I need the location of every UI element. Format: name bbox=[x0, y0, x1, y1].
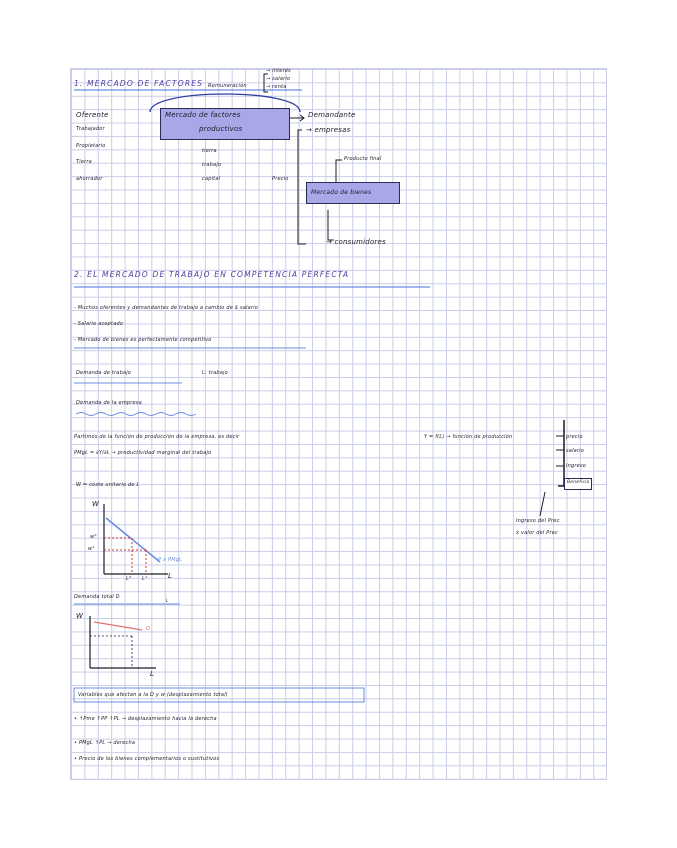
graph1-x-label: L bbox=[168, 572, 173, 580]
demanda-total: Demanda total D bbox=[74, 594, 120, 600]
side-note: x valor del Prec bbox=[516, 530, 558, 536]
rem-item: → renta bbox=[266, 84, 287, 90]
demanda-total-sub: L bbox=[166, 598, 169, 603]
graph1-w1: w¹ bbox=[88, 546, 95, 552]
demanda-trabajo: Demanda de trabajo bbox=[76, 370, 132, 376]
offer-item: Trabajador bbox=[76, 126, 105, 132]
demanda-empresa: Demanda de la empresa bbox=[76, 400, 142, 406]
bullet-item: - Salario aceptado bbox=[74, 321, 124, 327]
factor-item: tierra bbox=[202, 148, 217, 154]
offer-title: Oferente bbox=[76, 111, 109, 119]
beneficio-box bbox=[564, 478, 592, 490]
side-item: precio bbox=[566, 434, 583, 440]
factor-market-box bbox=[160, 108, 290, 140]
producto-final-label: Producto final bbox=[344, 156, 382, 162]
side-item: Ingreso bbox=[566, 463, 587, 469]
bullet-item: - Mercado de bienes es perfectamente competitivo bbox=[74, 337, 212, 343]
precio-label: Precio bbox=[272, 176, 289, 182]
graph1-curve-label: P x PMgL bbox=[158, 557, 183, 563]
goods-market-box bbox=[306, 182, 400, 204]
offer-item: Propietario bbox=[76, 143, 106, 149]
factor-item: trabajo bbox=[202, 162, 222, 168]
goods-box-label: Mercado de bienes bbox=[311, 189, 372, 196]
bullet-item: - Muchos oferentes y demandantes de trabajo a cambio de $ salario bbox=[74, 305, 258, 311]
offer-item: Tierra bbox=[76, 159, 92, 165]
side-note: Ingreso del Prec bbox=[516, 518, 560, 524]
section1-title: 1. MERCADO DE FACTORES bbox=[74, 79, 204, 88]
rem-item: → salario bbox=[266, 76, 291, 82]
empresas-label: → empresas bbox=[306, 126, 351, 134]
market-box-line: Mercado de factores bbox=[165, 111, 241, 119]
graph2-y-label: W bbox=[76, 612, 84, 620]
side-item: salario bbox=[566, 448, 585, 454]
var-item: • ↑Pme ↑PP ↑PL → desplazamiento hacia la derecha bbox=[74, 716, 217, 722]
beneficio-label: Beneficio bbox=[567, 480, 590, 485]
consumidores-label: → consumidores bbox=[326, 238, 386, 246]
graph1-l0: L° bbox=[126, 576, 132, 582]
demand-title: Demandante bbox=[308, 111, 356, 119]
w-definition: W = coste unitario de L bbox=[76, 482, 140, 488]
var-item: • PMgL ↑PL → derecha bbox=[74, 740, 136, 746]
pmgl-text: PMgL = ∂Y/∂L → productividad marginal del trabajo bbox=[74, 450, 212, 456]
partimos-text: Partimos de la función de producción de la empresa, es decir bbox=[74, 434, 240, 440]
graph1-y-label: W bbox=[92, 500, 100, 508]
section2-title: 2. EL MERCADO DE TRABAJO EN COMPETENCIA PERFECTA bbox=[74, 270, 350, 279]
market-box-line: productivos bbox=[199, 125, 243, 133]
factor-item: capital bbox=[202, 176, 221, 182]
offer-item: ahorrador bbox=[76, 176, 103, 182]
variables-text: Variables que afectan a la D y w (desplazamiento total) bbox=[78, 692, 228, 698]
graph1-w0: w° bbox=[90, 534, 97, 540]
graph2-x-label: L bbox=[150, 670, 155, 678]
graph1-l1: L¹ bbox=[142, 576, 148, 582]
remuneracion-label: Remuneración bbox=[208, 83, 247, 89]
funcion-text: Y = f(L) → función de producción bbox=[424, 434, 513, 440]
l-trabajo: L: trabajo bbox=[202, 370, 228, 376]
var-item: • Precio de los bienes complementarios o sustitutivos bbox=[74, 756, 220, 762]
graph2-curve-label: D bbox=[146, 626, 151, 632]
rem-item: → interés bbox=[266, 68, 291, 74]
